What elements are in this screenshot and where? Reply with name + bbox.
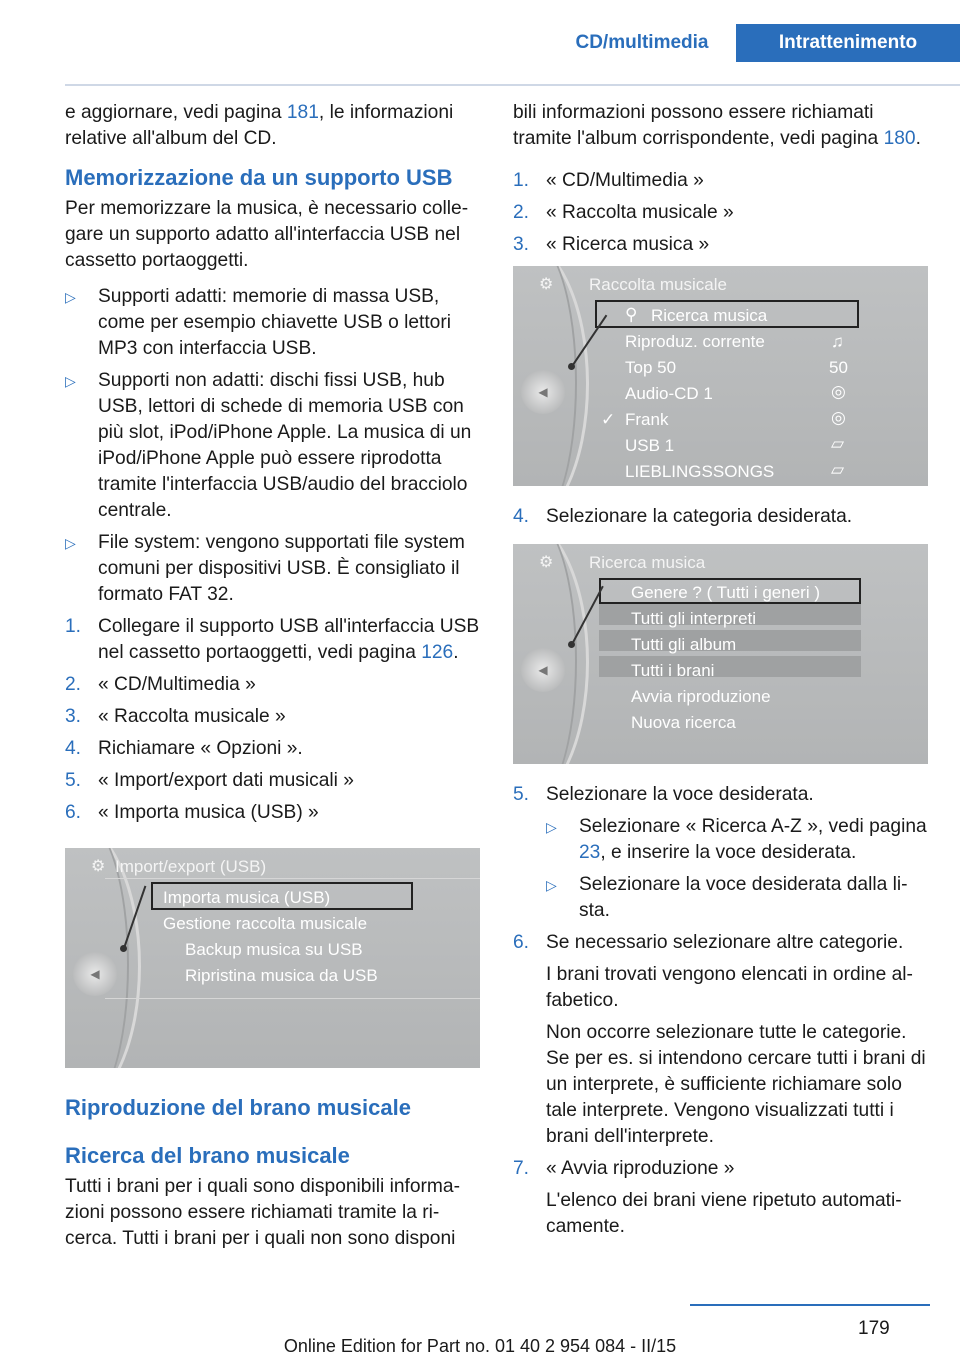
step-text: « CD/Multimedia »: [98, 674, 256, 695]
step-number: 1.: [513, 170, 530, 191]
header-section-label: CD/multimedia: [575, 32, 709, 53]
controller-knob-icon: ◀: [521, 370, 565, 414]
sub-bullet-list: [546, 814, 928, 924]
continuation-paragraph: [513, 100, 928, 152]
right-column: [513, 100, 928, 1246]
step-text: « Raccolta musicale »: [546, 202, 734, 223]
screen-title: Raccolta musicale: [589, 275, 727, 294]
import-export-screen: [65, 848, 480, 1068]
search-steps-list: [513, 168, 928, 258]
step-text: « CD/Multimedia »: [546, 170, 704, 191]
import-steps-list: [65, 614, 480, 826]
music-search-screen: [513, 544, 928, 764]
menu-item-new-search[interactable]: Nuova ricerca: [631, 713, 736, 732]
step-number: 1.: [65, 616, 82, 637]
step-number: 7.: [513, 1158, 530, 1179]
list-item: [65, 284, 480, 362]
triangle-bullet-icon: ▷: [65, 535, 76, 551]
checkmark-icon: ✓: [601, 410, 616, 429]
step-number: 5.: [513, 784, 530, 805]
list-item: [513, 930, 928, 1150]
menu-item-audio-cd[interactable]: Audio-CD 1: [625, 384, 713, 403]
header-chapter-tab: Intrattenimento: [736, 24, 960, 62]
menu-item-lieblingssongs[interactable]: LIEBLINGSSONGS: [625, 462, 775, 481]
list-item: [513, 504, 928, 530]
folder-icon: ▱: [831, 460, 845, 479]
step-number: 6.: [65, 802, 82, 823]
menu-item-search-music[interactable]: Ricerca musica: [651, 306, 768, 325]
edition-line: Online Edition for Part no. 01 40 2 954 084 - II/15: [283, 1336, 677, 1356]
music-collection-screen: [513, 266, 928, 486]
folder-icon: ▱: [831, 434, 845, 453]
step-number: 6.: [513, 932, 530, 953]
bullet-text-end: , e inserire la voce desiderata.: [600, 842, 857, 863]
menu-item-now-playing[interactable]: Riproduz. corrente: [625, 332, 765, 351]
bullet-text: File system: vengono supportati file system comuni per dispositivi USB. È consigliato il formato FAT 32.: [98, 532, 465, 605]
list-item: [513, 232, 928, 258]
divider: [105, 878, 480, 879]
step-continuation: Non occorre selezionare tutte le categorie. Se per es. si intendono cercare tutti i brani di un interprete, è sufficiente richiamare solo tale interprete. Vengono visualizzati tutti i brani dell'interprete.: [546, 1022, 926, 1147]
step-number: 3.: [65, 706, 82, 727]
footer-rule: [690, 1304, 930, 1306]
menu-item-all-albums[interactable]: Tutti gli album: [631, 635, 737, 654]
list-item: [513, 200, 928, 226]
menu-item-all-tracks[interactable]: Tutti i brani: [631, 661, 715, 680]
menu-item-frank[interactable]: Frank: [625, 410, 669, 429]
search-heading: Ricerca del brano musicale: [65, 1143, 350, 1168]
step-text: « Importa musica (USB) »: [98, 802, 319, 823]
step-text-end: .: [453, 642, 459, 663]
menu-item-top50[interactable]: Top 50: [625, 358, 677, 377]
store-paragraph: Per memorizzare la musica, è necessario collegare un supporto adatto all'interfaccia USB nel cassetto portaoggetti.: [65, 198, 469, 271]
triangle-bullet-icon: ▷: [65, 289, 76, 305]
settings-icon: ⚙: [539, 276, 554, 293]
disc-icon: ◎: [831, 382, 846, 401]
page-ref-link[interactable]: 126: [421, 642, 454, 663]
list-item: [513, 782, 928, 924]
step-text: « Import/export dati musicali »: [98, 770, 354, 791]
step-text: Selezionare la voce desiderata.: [546, 784, 814, 805]
step-text: « Raccolta musicale »: [98, 706, 286, 727]
list-item: [65, 768, 480, 794]
page-header: [0, 24, 960, 62]
menu-item-usb1[interactable]: USB 1: [625, 436, 675, 455]
step-number: 4.: [65, 738, 82, 759]
intro-paragraph: [65, 100, 480, 152]
menu-item-restore[interactable]: Ripristina musica da USB: [185, 966, 378, 985]
bullet-text: Supporti adatti: memorie di massa USB, come per esempio chiavette USB o lettori MP3 con interfaccia USB.: [98, 286, 452, 359]
header-rule: [65, 84, 960, 86]
search-paragraph: Tutti i brani per i quali sono disponibili informazioni possono essere richiamati tramite la ricerca. Tutti i brani per i quali non sono disponi: [65, 1176, 460, 1249]
menu-item-backup[interactable]: Backup musica su USB: [185, 940, 363, 959]
step-text: Richiamare « Opzioni ».: [98, 738, 303, 759]
intro-text: e aggiornare, vedi pagina: [65, 102, 287, 123]
play-heading: Riproduzione del brano musicale: [65, 1095, 411, 1120]
list-item: [65, 368, 480, 524]
search-steps-list-b: [513, 504, 928, 530]
list-item: [65, 736, 480, 762]
store-heading: Memorizzazione da un supporto USB: [65, 165, 453, 190]
list-item: [65, 672, 480, 698]
list-item: [65, 614, 480, 666]
triangle-bullet-icon: ▷: [546, 877, 557, 893]
now-playing-icon: ♫: [831, 332, 844, 351]
screen-title: Ricerca musica: [589, 553, 706, 572]
step-continuation: L'elenco dei brani viene ripetuto automaticamente.: [546, 1190, 902, 1237]
pointer-dot: [568, 363, 575, 370]
page-number: 179: [858, 1318, 890, 1339]
triangle-bullet-icon: ▷: [65, 373, 76, 389]
search-icon: ⚲: [625, 305, 638, 324]
controller-knob-icon: ◀: [73, 952, 117, 996]
settings-icon: ⚙: [91, 858, 106, 875]
menu-item-import[interactable]: Importa musica (USB): [163, 888, 331, 907]
list-item: [546, 872, 928, 924]
menu-item-manage[interactable]: Gestione raccolta musicale: [163, 914, 368, 933]
step-number: 2.: [65, 674, 82, 695]
page-ref-link[interactable]: 180: [883, 128, 916, 149]
pointer-dot: [568, 641, 575, 648]
continuation-text-end: .: [915, 128, 921, 149]
bullet-text: Selezionare « Ricerca A-Z », vedi pagina: [579, 816, 927, 837]
list-item: [65, 800, 480, 826]
intro-text-end: , le informazioni relative all'album del CD.: [65, 102, 454, 149]
media-bullet-list: [65, 284, 480, 608]
search-steps-list-c: [513, 782, 928, 1240]
left-column: [65, 100, 480, 1262]
continuation-text: bili informazioni possono essere richiamati tramite l'album corrispondente, vedi pagina: [513, 102, 884, 149]
step-number: 5.: [65, 770, 82, 791]
disc-icon: ◎: [831, 408, 846, 427]
step-text: Se necessario selezionare altre categorie.: [546, 932, 904, 953]
list-item: [513, 1156, 928, 1240]
menu-item-all-artists[interactable]: Tutti gli interpreti: [631, 609, 757, 628]
settings-icon: ⚙: [539, 554, 554, 571]
divider: [105, 998, 480, 999]
list-item: [546, 814, 928, 866]
step-text: Selezionare la categoria desiderata.: [546, 506, 853, 527]
step-text: Collegare il supporto USB all'interfaccia USB nel cassetto portaoggetti, vedi pagina: [98, 616, 480, 663]
page-ref-link[interactable]: 23: [579, 842, 601, 863]
controller-knob-icon: ◀: [521, 648, 565, 692]
list-item: [513, 168, 928, 194]
bullet-text: Selezionare la voce desiderata dalla lista.: [579, 874, 908, 921]
step-number: 3.: [513, 234, 530, 255]
step-number: 4.: [513, 506, 530, 527]
step-continuation: I brani trovati vengono elencati in ordine alfabetico.: [546, 964, 913, 1011]
page-ref-link[interactable]: 181: [286, 102, 319, 123]
pointer-dot: [120, 945, 127, 952]
step-text: « Ricerca musica »: [546, 234, 710, 255]
list-item: [65, 704, 480, 730]
screen-title: Import/export (USB): [115, 857, 267, 876]
step-number: 2.: [513, 202, 530, 223]
step-text: « Avvia riproduzione »: [546, 1158, 735, 1179]
top50-value: 50: [829, 358, 848, 377]
menu-item-start-playback[interactable]: Avvia riproduzione: [631, 687, 771, 706]
list-item: [65, 530, 480, 608]
bullet-text: Supporti non adatti: dischi fissi USB, hub USB, lettori di schede di memoria USB con più slot, iPod/iPhone Apple. La musica di un iPod/iPhone Apple può essere riprodotta tramite l'interfaccia USB/audio del bracciolo centrale.: [98, 370, 472, 521]
triangle-bullet-icon: ▷: [546, 819, 557, 835]
menu-item-genre[interactable]: Genere ? ( Tutti i generi ): [631, 583, 820, 602]
